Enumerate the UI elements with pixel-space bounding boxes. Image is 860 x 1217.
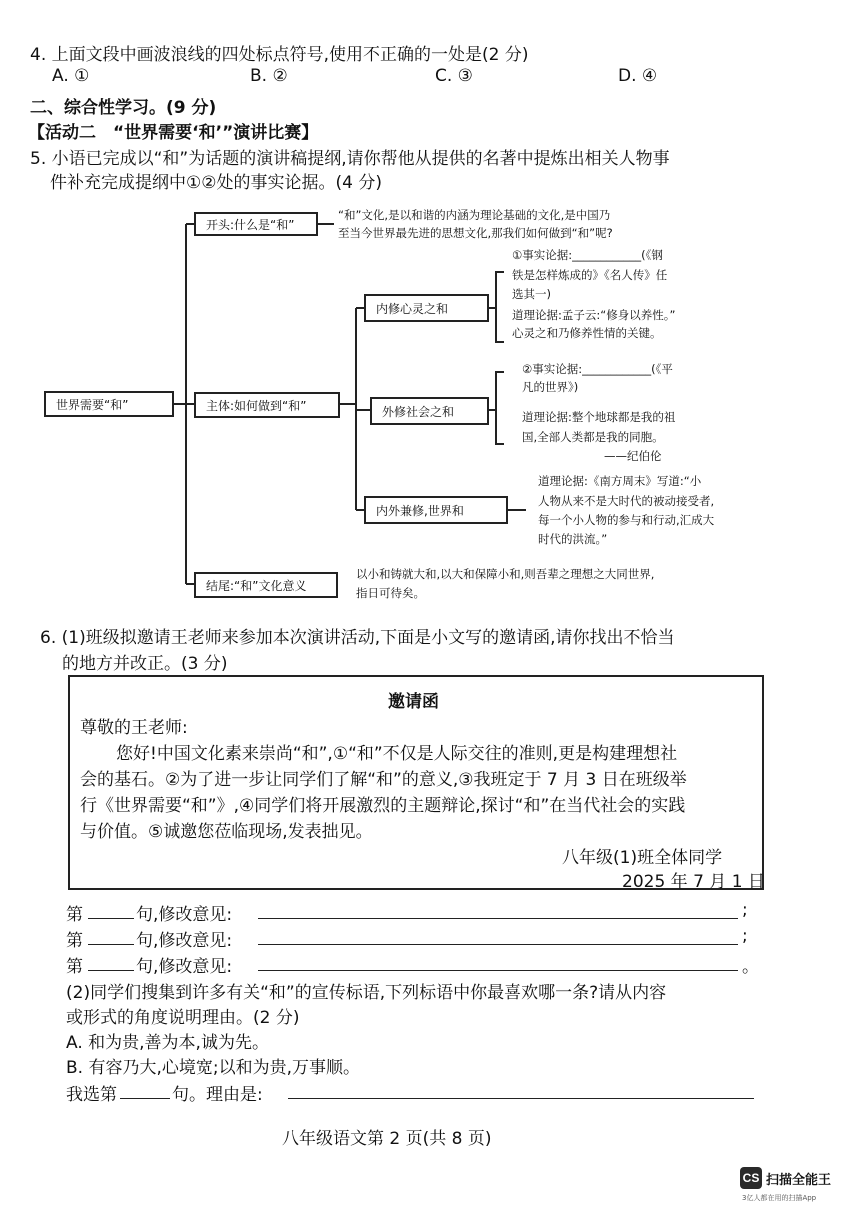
diagram-ending: 结尾:“和”文化意义	[194, 572, 338, 598]
diagram-body: 主体:如何做到“和”	[194, 392, 340, 418]
choose-prefix: 我选第	[66, 1085, 117, 1105]
answer-3-di: 第	[66, 957, 83, 977]
invitation-letter	[68, 675, 764, 890]
answer-3-sentence-blank[interactable]	[88, 970, 134, 971]
diagram-outer: 外修社会之和	[370, 397, 489, 425]
answer-1-sentence-blank[interactable]	[88, 918, 134, 919]
q6b-line2: 或形式的角度说明理由。(2 分)	[66, 1008, 300, 1028]
answer-2-sentence-blank[interactable]	[88, 944, 134, 945]
watermark-name: 扫描全能王	[766, 1173, 832, 1188]
answer-2-label: 句,修改意见:	[136, 931, 233, 951]
diagram-root: 世界需要“和”	[44, 391, 174, 417]
q6-line2: 的地方并改正。(3 分)	[62, 654, 228, 674]
q4-option-c: C. ③	[435, 66, 473, 86]
inner-note-1: ①事实论据:____________(《钢	[512, 248, 663, 262]
q6b-option-a: A. 和为贵,善为本,诚为先。	[66, 1033, 269, 1053]
letter-body-3: 行《世界需要“和”》,④同学们将开展激烈的主题辩论,探讨“和”在当代社会的实践	[80, 796, 686, 816]
ending-note-1: 以小和铸就大和,以大和保障小和,则吾辈之理想之大同世界,	[356, 567, 655, 581]
q6-line1: 6. (1)班级拟邀请王老师来参加本次演讲活动,下面是小文写的邀请函,请你找出不恰当	[40, 628, 675, 648]
answer-2-di: 第	[66, 931, 83, 951]
answer-3-opinion-blank[interactable]	[258, 970, 738, 971]
watermark-tagline: 3亿人都在用的扫描App	[742, 1194, 817, 1202]
outer-note-5: ——纪伯伦	[604, 449, 662, 463]
section-heading: 二、综合性学习。(9 分)	[30, 98, 217, 118]
both-note-2: 人物从来不是大时代的被动接受者,	[538, 494, 715, 508]
letter-signature: 八年级(1)班全体同学	[562, 848, 723, 868]
outer-note-4: 国,全部人类都是我的同胞。	[522, 430, 664, 444]
answer-1-label: 句,修改意见:	[136, 905, 233, 925]
reason-blank[interactable]	[288, 1098, 754, 1099]
outer-note-1: ②事实论据:____________(《平	[522, 362, 673, 376]
q5-line1: 5. 小语已完成以“和”为话题的演讲稿提纲,请你帮他从提供的名著中提炼出相关人物事	[30, 149, 670, 169]
q6b-line1: (2)同学们搜集到许多有关“和”的宣传标语,下列标语中你最喜欢哪一条?请从内容	[66, 983, 667, 1003]
answer-1-opinion-blank[interactable]	[258, 918, 738, 919]
answer-1-di: 第	[66, 905, 83, 925]
both-note-1: 道理论据:《南方周末》写道:“小	[538, 474, 702, 488]
inner-note-2: 铁是怎样炼成的》《名人传》任	[512, 268, 668, 282]
letter-body-1: 您好!中国文化素来崇尚“和”,①“和”不仅是人际交往的准则,更是构建理想社	[116, 744, 678, 764]
letter-title: 邀请函	[388, 692, 439, 712]
answer-2-opinion-blank[interactable]	[258, 944, 738, 945]
q4-option-b: B. ②	[250, 66, 288, 86]
answer-3-end: 。	[742, 957, 759, 977]
inner-note-4: 道理论据:孟子云:“修身以养性。”	[512, 308, 676, 322]
activity-heading: 【活动二 “世界需要‘和’”演讲比赛】	[28, 123, 319, 143]
cs-logo-icon: CS	[740, 1167, 762, 1189]
choose-blank[interactable]	[120, 1098, 170, 1099]
answer-1-end: ;	[742, 900, 748, 920]
diagram-both: 内外兼修,世界和	[364, 496, 508, 524]
q4-option-d: D. ④	[618, 66, 658, 86]
outer-note-3: 道理论据:整个地球都是我的祖	[522, 410, 676, 424]
both-note-3: 每一个小人物的参与和行动,汇成大	[538, 513, 715, 527]
answer-3-label: 句,修改意见:	[136, 957, 233, 977]
letter-body-2: 会的基石。②为了进一步让同学们了解“和”的意义,③我班定于 7 月 3 日在班级举	[80, 770, 687, 790]
inner-note-3: 选其一)	[512, 287, 551, 301]
outer-note-2: 凡的世界》)	[522, 380, 579, 394]
q5-line2: 件补充完成提纲中①②处的事实论据。(4 分)	[50, 173, 382, 193]
letter-body-4: 与价值。⑤诚邀您莅临现场,发表拙见。	[80, 822, 373, 842]
q4-option-a: A. ①	[52, 66, 90, 86]
opening-note-2: 至当今世界最先进的思想文化,那我们如何做到“和”呢?	[338, 226, 613, 240]
letter-greeting: 尊敬的王老师:	[80, 718, 188, 738]
opening-note-1: “和”文化,是以和谐的内涵为理论基础的文化,是中国乃	[338, 208, 611, 222]
both-note-4: 时代的洪流。”	[538, 532, 608, 546]
q6b-option-b: B. 有容乃大,心境宽;以和为贵,万事顺。	[66, 1058, 361, 1078]
q4-stem: 4. 上面文段中画波浪线的四处标点符号,使用不正确的一处是(2 分)	[30, 45, 529, 65]
reason-label: 句。理由是:	[172, 1085, 263, 1105]
answer-2-end: ;	[742, 926, 748, 946]
diagram-opening: 开头:什么是“和”	[194, 212, 318, 236]
page-footer: 八年级语文第 2 页(共 8 页)	[282, 1129, 492, 1149]
ending-note-2: 指日可待矣。	[356, 586, 425, 600]
letter-date: 2025 年 7 月 1 日	[622, 872, 765, 892]
diagram-inner: 内修心灵之和	[364, 294, 489, 322]
inner-note-5: 心灵之和乃修养性情的关键。	[512, 326, 662, 340]
